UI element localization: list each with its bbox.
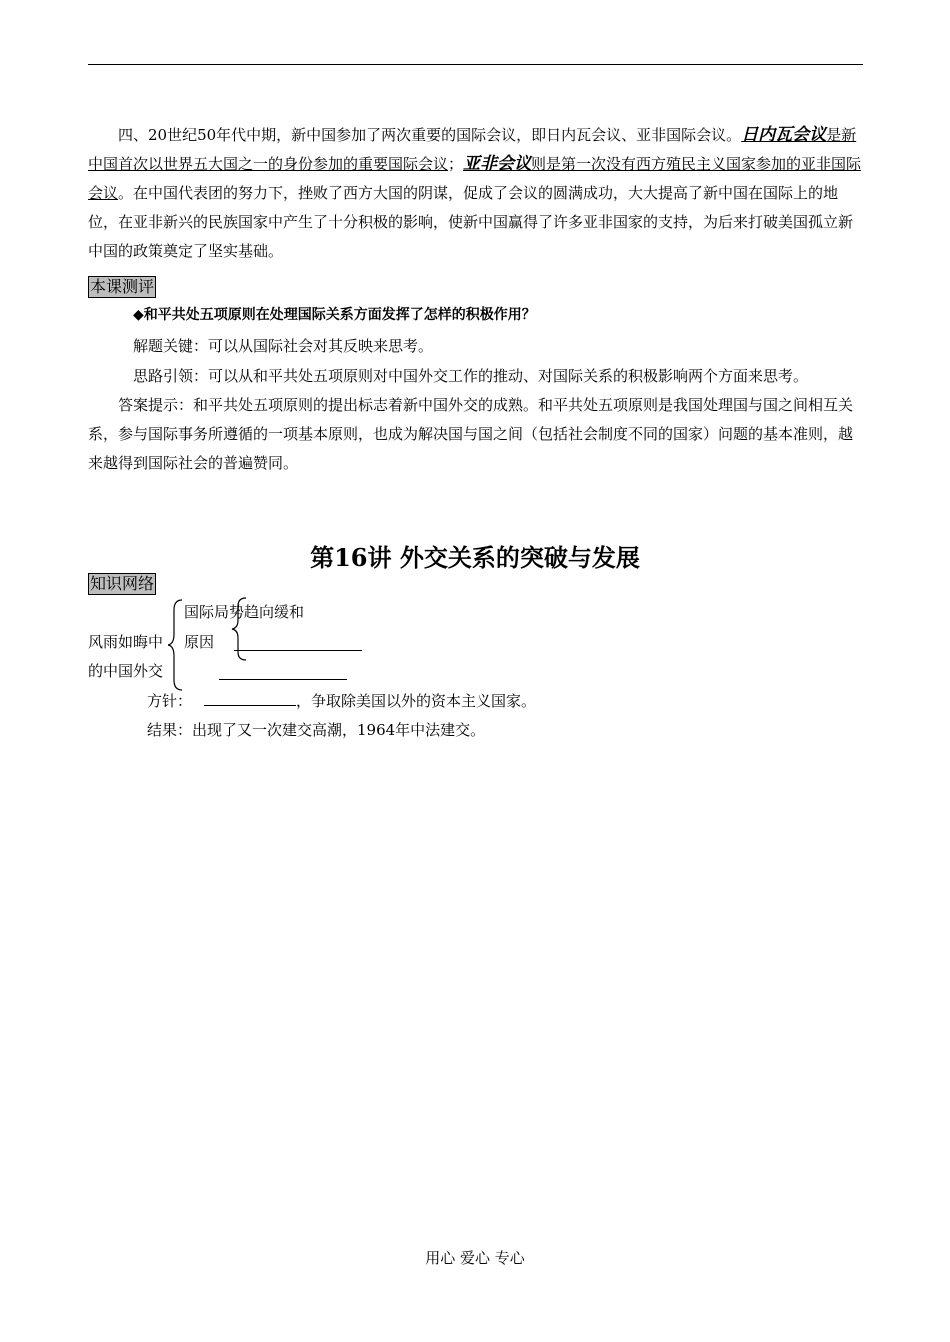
reason-item1: 国际局势趋向缓和 — [184, 603, 305, 621]
reason-brace-icon — [228, 596, 254, 662]
network-root-line1: 风雨如晦中 — [88, 633, 164, 651]
paragraph-rest: 。在中国代表团的努力下，挫败了西方大国的阴谋，促成了会议的圆满成功，大大提高了新中国在国际上的地位，在亚非新兴的民族国家中产生了十分积极的影响，使新中国赢得了许多亚非国家的支持，为后来打破美国孤立新中国的政策奠定了坚实基础。 — [88, 184, 854, 260]
policy-label: 方针： — [147, 692, 193, 710]
geneva-term: 日内瓦会议 — [741, 125, 827, 145]
network-root-line2: 的中国外交 — [88, 662, 164, 680]
reason-blank-2 — [234, 636, 362, 651]
reason-label: 原因 — [184, 633, 215, 651]
geneva-desc: 是新中国首次以世界五大国之一的身份参加的重要国际会议 — [88, 126, 857, 173]
result-line: 结果：出现了又一次建交高潮，1964年中法建交。 — [147, 721, 486, 739]
separator: ； — [448, 155, 464, 173]
lesson-title: 第16讲 外交关系的突破与发展 — [310, 543, 640, 572]
test-key: 解题关键：可以从国际社会对其反映来思考。 — [133, 337, 434, 355]
paragraph-conferences — [88, 121, 864, 266]
asia-africa-desc: 则是第一次没有西方殖民主义国家参加的亚非国际会议 — [88, 155, 862, 202]
test-answer: 答案提示：和平共处五项原则的提出标志着新中国外交的成熟。和平共处五项原则是我国处理国与国之间相互关系，参与国际事务所遵循的一项基本原则，也成为解决国与国之间（包括社会制度不同的国家）问题的基本准则，越来越得到国际社会的普遍赞同。 — [88, 396, 854, 472]
policy-rest: ，争取除美国以外的资本主义国家。 — [296, 692, 537, 710]
section-tag-test: 本课测评 — [90, 277, 155, 296]
policy-line — [147, 691, 536, 711]
section-tag-network: 知识网络 — [90, 574, 155, 593]
header-rule — [88, 64, 863, 65]
reason-blank-3 — [219, 665, 347, 680]
paragraph-lead: 四、20世纪50年代中期，新中国参加了两次重要的国际会议，即日内瓦会议、亚非国际会议。 — [118, 126, 742, 144]
asia-africa-term: 亚非会议 — [463, 154, 532, 174]
test-guide: 思路引领：可以从和平共处五项原则对中国外交工作的推动、对国际关系的积极影响两个方面来思考。 — [133, 367, 809, 385]
test-question: ◆和平共处五项原则在处理国际关系方面发挥了怎样的积极作用？ — [133, 307, 536, 323]
policy-blank — [204, 691, 296, 706]
page-footer: 用心 爱心 专心 — [425, 1249, 525, 1267]
